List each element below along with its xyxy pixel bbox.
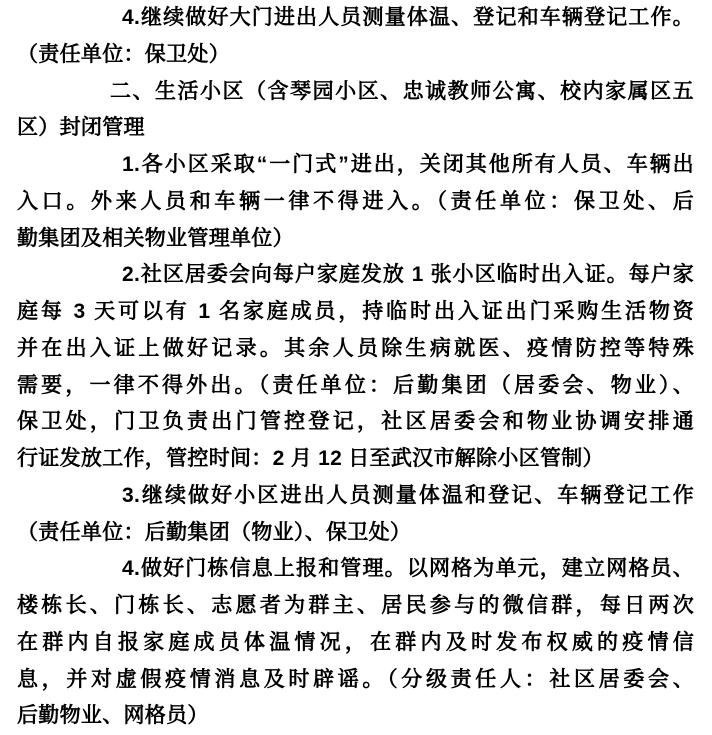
text-line: 3.继续做好小区进出人员测量体温和登记、车辆登记工作 [122,483,694,507]
text-line: 4.继续做好大门进出人员测量体温、登记和车辆登记工作。 [122,6,694,29]
text-line: 保卫处，门卫负责出门管控登记，社区居委会和物业协调安排通 [17,410,694,434]
text-line: 楼栋长、门栋长、志愿者为群主、居民参与的微信群，每日两次 [17,594,694,617]
text-line: 庭每 3 天可以有 1 名家庭成员，持临时出入证出门采购生活物资 [17,300,694,323]
text-line: 息，并对虚假疫情消息及时辟谣。（分级责任人：社区居委会、 [17,667,694,691]
document-body [17,0,694,735]
text-line: 后勤物业、网格员） [17,704,209,728]
text-line: 1.各小区采取“一门式”进出，关闭其他所有人员、车辆出 [122,153,694,176]
text-line: （责任单位：后勤集团（物业）、保卫处） [17,520,412,544]
text-line: 行证发放工作，管控时间：2 月 12 日至武汉市解除小区管制） [17,447,604,470]
text-line: 2.社区居委会向每户家庭发放 1 张小区临时出入证。每户家 [122,263,694,287]
text-line: 在群内自报家庭成员体温情况，在群内及时发布权威的疫情信 [17,630,694,654]
text-line: （责任单位：保卫处） [17,42,230,66]
text-line: 二、生活小区（含琴园小区、忠诚教师公寓、校内家属区五 [110,79,694,103]
text-line: 并在出入证上做好记录。其余人员除生病就医、疫情防控等特殊 [17,336,694,360]
text-line: 4.做好门栋信息上报和管理。以网格为单元，建立网格员、 [122,557,694,581]
text-line: 勤集团及相关物业管理单位） [17,226,294,250]
text-line: 需要，一律不得外出。（责任单位：后勤集团（居委会、物业）、 [17,373,694,397]
text-line: 入口。外来人员和车辆一律不得进入。（责任单位：保卫处、后 [17,189,694,213]
text-line: 区）封闭管理 [17,116,145,140]
